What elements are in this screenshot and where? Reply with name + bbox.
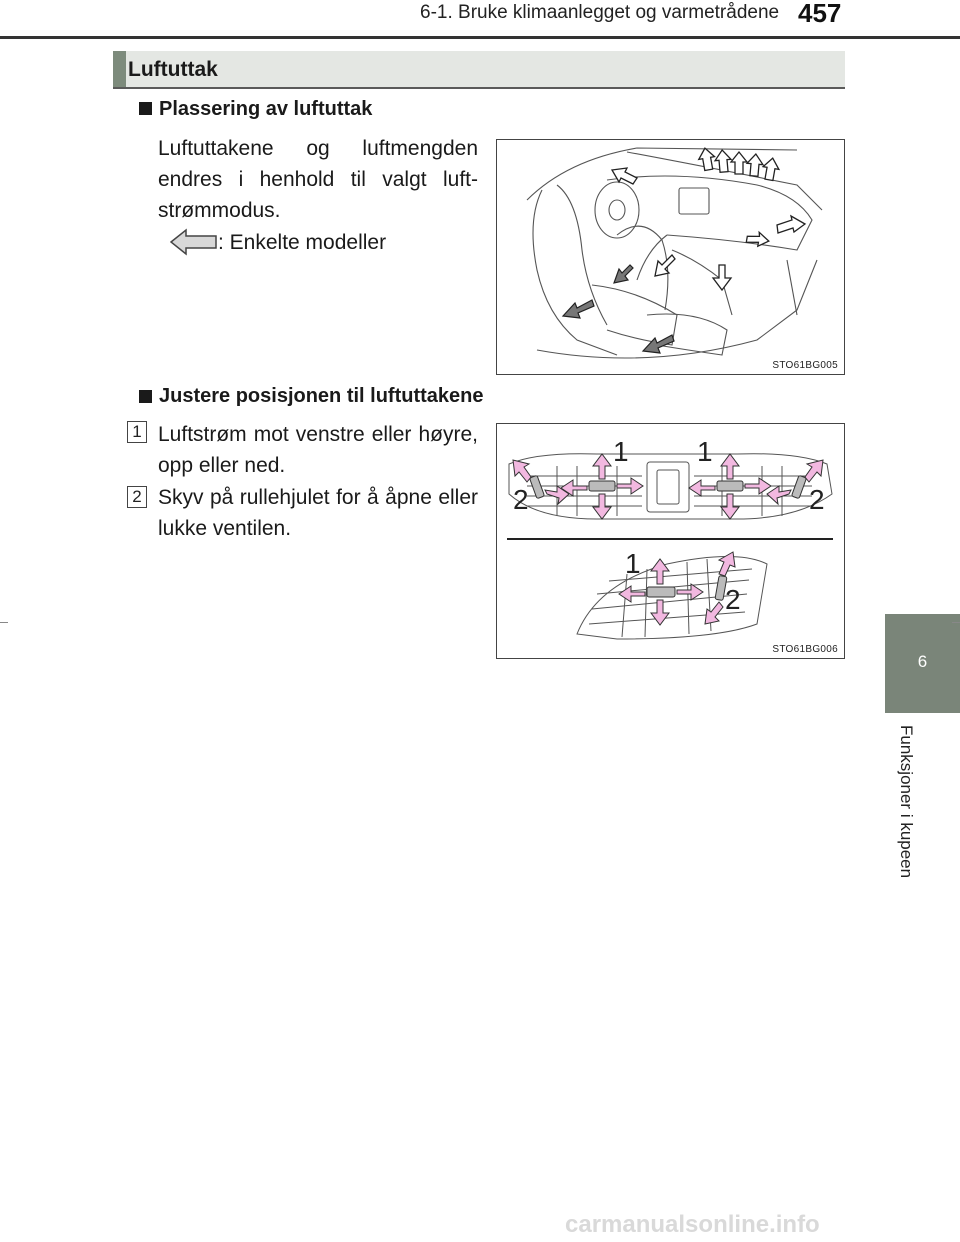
vent-adjustment-figure (496, 423, 845, 659)
vent-illustration (497, 424, 843, 657)
bullet-square (139, 390, 152, 408)
car-interior-illustration (497, 140, 843, 373)
callout-2-bottom: 2 (725, 584, 741, 615)
chapter-label: Funksjoner i kupeen (897, 725, 916, 879)
watermark: carmanualsonline.info (565, 1211, 820, 1238)
section-rule (113, 87, 845, 89)
header-rule (0, 36, 960, 39)
item-number-2: 2 (127, 486, 147, 508)
subsection-heading-adjust: Justere posisjonen til luftuttakene (159, 385, 484, 407)
callout-1-right: 1 (697, 436, 713, 467)
chapter-tab-number: 6 (917, 652, 928, 671)
callout-2-left: 2 (513, 484, 529, 515)
page-number: 457 (798, 0, 842, 28)
air-outlet-location-figure (496, 139, 845, 375)
section-bar (113, 51, 845, 87)
subsection-heading-placement: Plassering av luftuttak (159, 98, 373, 120)
crop-mark-right (952, 622, 960, 623)
callout-1-bottom: 1 (625, 548, 641, 579)
figure-code: STO61BG005 (772, 360, 838, 371)
crop-mark-left (0, 622, 8, 623)
single-model-arrow-icon (170, 228, 218, 261)
item-text-2: Skyv på rullehjulet for å åpne eller lukke ventilen. (158, 486, 478, 540)
placement-description: Luftuttakene og luftmengden endres i henhold til valgt luft-strømmodus. (158, 137, 478, 222)
header-title: 6-1. Bruke klimaanlegget og varmetrådene (420, 2, 780, 23)
bullet-square (139, 102, 152, 120)
section-title: Luftuttak (128, 58, 218, 81)
item-text-1: Luftstrøm mot venstre eller høyre, opp eller ned. (158, 423, 478, 477)
callout-1-left: 1 (613, 436, 629, 467)
legend-text: : Enkelte modeller (218, 231, 387, 254)
figure-code: STO61BG006 (772, 644, 838, 655)
callout-2-right: 2 (809, 484, 825, 515)
item-number-1: 1 (127, 421, 147, 443)
